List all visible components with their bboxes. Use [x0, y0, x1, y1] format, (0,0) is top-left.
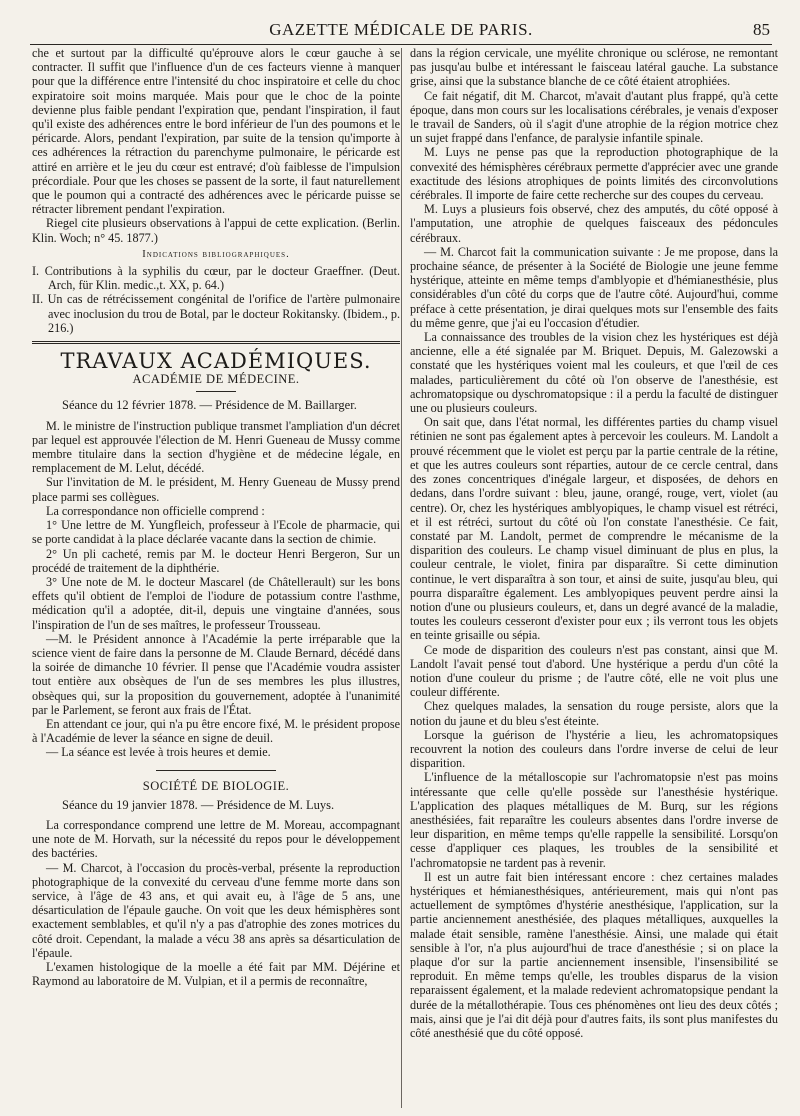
running-head: [30, 14, 772, 45]
article-paragraph: Il est un autre fait bien intéressant encore : chez certaines malades hystériques et hémianesthésiques, antérieurement, mais qui n'ont pas actuellement de symptômes d'hystérie anesthésique, l'application, sur la partie anciennement anesthésiée, des plaques métalliques, auxquelles la malade était sensible, ramène l'anesthésie. Ainsi, une malade qui était sensible à l'or, n'a plus aujourd'hui de trace d'anesthésie ; si on place la plaque d'or sur la partie anciennement insensible, l'insensibilité se reproduit. En même temps qu'elle, les troubles disparus de la vision reparaissent également, et la malade redevient achromatopsique pendant la durée de la métallothérapie. Tous ces phénomènes ont lieu des deux côtés ; mais, ainsi que je l'ai dit déjà pour d'autres faits, ils sont plus manifestes du côté anesthésié que du côté opposé.: [410, 869, 778, 1041]
page-number: 85: [753, 20, 770, 39]
academie-paragraph: 3° Une note de M. le docteur Mascarel (de Châtellerault) sur les bons effets qu'il obtient de l'emploi de l'iodure de potassium contre l'asthme, médication qu'il a adoptée, dit-il, depuis une vingtaine d'années, sous l'inspiration de l'un de ses maîtres, le professeur Trousseau.: [32, 574, 400, 632]
section-title: TRAVAUX ACADÉMIQUES.: [60, 349, 372, 374]
article-paragraph: Ce mode de disparition des couleurs n'est pas constant, ainsi que M. Landolt l'avait pensé tout d'abord. Une hystérique a perdu d'un côté la notion d'une couleur du prisme ; de l'autre côté, elle ne voit plus une couleur différente.: [410, 642, 778, 700]
article-paragraph: — M. Charcot fait la communication suivante : Je me propose, dans la prochaine séance, de présenter à la Société de Biologie une jeune femme hystérique, atteinte en même temps d'amblyopie et d'hémianesthésie, plus considérables d'un côté du corps que de l'autre côté. Aujourd'hui, comme préface à cette présentation, je dirai quelques mots sur l'ensemble des faits du même genre, que j'ai eu l'occasion d'étudier.: [410, 244, 778, 330]
academie-seance: Séance du 12 février 1878. — Présidence de M. Baillarger.: [62, 398, 357, 413]
biologie-continuation: dans la région cervicale, une myélite chronique ou sclérose, ne remontant pas jusqu'au bulbe et intéressant le faisceau latéral gauche. La substance grise, ainsi que la substance blanche de ce côté étaient atrophiées.: [410, 46, 778, 89]
academie-paragraph: —M. le Président annonce à l'Académie la perte irréparable que la science vient de faire dans la personne de M. Claude Bernard, décédé dans la soirée de dimanche 10 février. Il pense que l'Académie voudra assister tout entière aux obsèques de l'un de ses membres les plus illustres, obsèques qui, sur la proposition du gouvernement, adoptée à l'unanimité par le Parlement, se feront aux frais de l'État.: [32, 631, 400, 717]
article-paragraph: La connaissance des troubles de la vision chez les hystériques est déjà ancienne, elle a été signalée par M. Briquet. Depuis, M. Galezowski a constaté que les hystériques voient mal les couleurs, et que l'œil de ces malades, particulièrement du côté où l'on observe de l'anesthésie, est achromatopsique ou dyschromatopsique : il a perdu la faculté de distinguer une ou plusieurs couleurs.: [410, 330, 778, 416]
bibliography-item: I. Contributions à la syphilis du cœur, par le docteur Graeffner. (Deut. Arch, für Klin. medic.,t. XX, p. 64.): [32, 264, 400, 293]
section-rule: [156, 770, 276, 771]
short-rule: [196, 391, 236, 392]
right-column: [410, 46, 778, 1040]
biologie-paragraph: — M. Charcot, à l'occasion du procès-verbal, présente la reproduction photographique de la convexité du cerveau d'une femme morte dans son service, à l'âge de 43 ans, et qui avait eu, à l'âge de 5 ans, une désarticulation de l'épaule gauche. On voit que les deux hémisphères sont exactement semblables, et qu'il n'y a pas d'atrophie des zones motrices du côté droit. Cependant, la malade a vécu 38 ans après sa désarticulation de l'épaule.: [32, 860, 400, 960]
left-column: [32, 46, 400, 988]
section-rule: [32, 341, 400, 344]
academie-paragraph: 2° Un pli cacheté, remis par M. le docteur Henri Bergeron, Sur un procédé de traitement de la diphthérie.: [32, 546, 400, 575]
biologie-paragraph: L'examen histologique de la moelle a été fait par MM. Déjérine et Raymond au laboratoire de M. Vulpian, et il a permis de reconnaître,: [32, 959, 400, 989]
column-divider: [401, 48, 402, 1108]
academie-paragraph: Sur l'invitation de M. le président, M. Henry Gueneau de Mussy prend place parmi ses collègues.: [32, 475, 400, 504]
academie-paragraph: — La séance est levée à trois heures et demie.: [46, 745, 271, 760]
biologie-title: SOCIÉTÉ DE BIOLOGIE.: [142, 778, 290, 793]
article-paragraph: On sait que, dans l'état normal, les différentes parties du champ visuel rétinien ne sont pas également aptes à percevoir les couleurs. M. Landolt a prouvé récemment que le violet est perçu par la partie centrale de la rétine, et que les autres couleurs sont réparties, autour de ce cercle central, dans des zones concentriques d'inégale largeur, et disposées, de dehors en dedans, dans l'ordre suivant : bleu, jaune, orangé, rouge, vert, violet (au centre). Or, chez les hystériques amblyopiques, le champ visuel est rétréci, et il est rétréci, surtout du côté où l'on constate l'anesthésie. Ce fait, constaté par M. Landolt, permet de comprendre le mécanisme de la disparition des couleurs. Le champ visuel diminuant de plus en plus, la couleur centrale, le violet, finira par disparaître. Si cette diminution continue, le vert disparaîtra à son tour, et ainsi de suite, jusqu'au bleu, qui pourra disparaître également. Les amblyopiques peuvent perdre ainsi la notion d'une ou plusieurs couleurs, et, dans un degré avancé de la maladie, toutes les couleurs cesseront d'exister pour eux ; ils verront tous les objets en teinte grisaille ou sépia.: [410, 415, 778, 643]
academie-paragraph: M. le ministre de l'instruction publique transmet l'ampliation d'un décret par lequel est approuvée l'élection de M. Henri Gueneau de Mussy comme membre titulaire dans la section d'hygiène et de médecine légale, en remplacement de M. Lelut, décédé.: [32, 418, 400, 476]
article-paragraph: Ce fait négatif, dit M. Charcot, m'avait d'autant plus frappé, qu'à cette époque, dans mon cours sur les localisations cérébrales, je venais d'exposer le travail de Sanders, où il s'agit d'une atrophie de la région motrice chez un sujet frappé dans l'enfance, de paralysie infantile spinale.: [410, 88, 778, 146]
bibliography-heading: Indications bibliographiques.: [142, 248, 290, 260]
academie-paragraph: En attendant ce jour, qui n'a pu être encore fixé, M. le président propose à l'Académie de lever la séance en signe de deuil.: [32, 716, 400, 746]
riegel-paragraph: Riegel cite plusieurs observations à l'appui de cette explication. (Berlin. Klin. Woch; n° 45. 1877.): [32, 216, 400, 245]
academie-paragraph: La correspondance non officielle comprend :: [46, 503, 265, 518]
article-paragraph: M. Luys a plusieurs fois observé, chez des amputés, du côté opposé à l'amputation, une atrophie de quelques faisceaux des pédoncules cérébraux.: [410, 202, 778, 245]
biologie-seance: Séance du 19 janvier 1878. — Présidence de M. Luys.: [62, 797, 335, 812]
academie-title: ACADÉMIE DE MÉDECINE.: [132, 372, 300, 387]
journal-title: GAZETTE MÉDICALE DE PARIS.: [269, 20, 533, 39]
article-paragraph: Lorsque la guérison de l'hystérie a lieu, les achromatopsiques recouvrent la notion des couleurs dans l'ordre inverse de celui de leur disparition.: [410, 727, 778, 771]
article-paragraph: M. Luys ne pense pas que la reproduction photographique de la convexité des hémisphères cérébraux permette d'apprécier avec une grande exactitude des lésions atrophiques de points limités des circonvolutions cérébrales. Il importe de faire cette recherche sur des coupes du cerveau.: [410, 145, 778, 203]
biologie-paragraph: La correspondance comprend une lettre de M. Moreau, accompagnant une note de M. Horvath, sur la nécessité du repos pour le développement des bactéries.: [32, 817, 400, 861]
bibliography-item: II. Un cas de rétrécissement congénital de l'orifice de l'artère pulmonaire avec inoclusion du trou de Botal, par le docteur Rokitansky. (Ibidem., p. 216.): [32, 292, 400, 335]
academie-paragraph: 1° Une lettre de M. Yungfleich, professeur à l'Ecole de pharmacie, qui se porte candidat à la place déclarée vacante dans la section de chimie.: [32, 518, 400, 547]
article-paragraph: L'influence de la métalloscopie sur l'achromatopsie n'est pas moins intéressante que celle qu'elle possède sur l'anesthésie hystérique. L'application des plaques métalliques de M. Burq, sur les régions anesthésiées, fait reparaître les couleurs absentes dans l'ordre inverse de leur disparition, en même temps qu'elle rappelle la sensibilité. Lorsqu'on cesse d'appliquer ces plaques, les troubles de la sensibilité et l'achromatopsie ne tardent pas à revenir.: [410, 770, 778, 870]
article-continuation: che et surtout par la difficulté qu'éprouve alors le cœur gauche à se contracter. Il suffit que l'influence d'un de ces facteurs vienne à manquer pour que la différence entre l'intensité du choc inspiratoire et celle du choc expiratoire soit moins marquée. Mais pour que le choc de la pointe devienne plus faible pendant l'expiration que, pendant l'inspiration, il faut qu'il existe des adhérences entre le bord inférieur de l'un des poumons et le péricarde. Alors, pendant l'expiration, par suite de la tension qu'importe à ces adhérences la rétraction du parenchyme pulmonaire, le péricarde est attiré en arrière et le jeu du cœur est entravé; d'où faiblesse de l'impulsion précordiale. Pour que les choses se passent de la sorte, il faut naturellement que le poumon qui a contracté des adhérences avec le péricarde puisse se rétracter librement pendant l'expiration.: [32, 46, 400, 217]
article-paragraph: Chez quelques malades, la sensation du rouge persiste, alors que la notion du jaune et du bleu s'est éteinte.: [410, 699, 778, 728]
